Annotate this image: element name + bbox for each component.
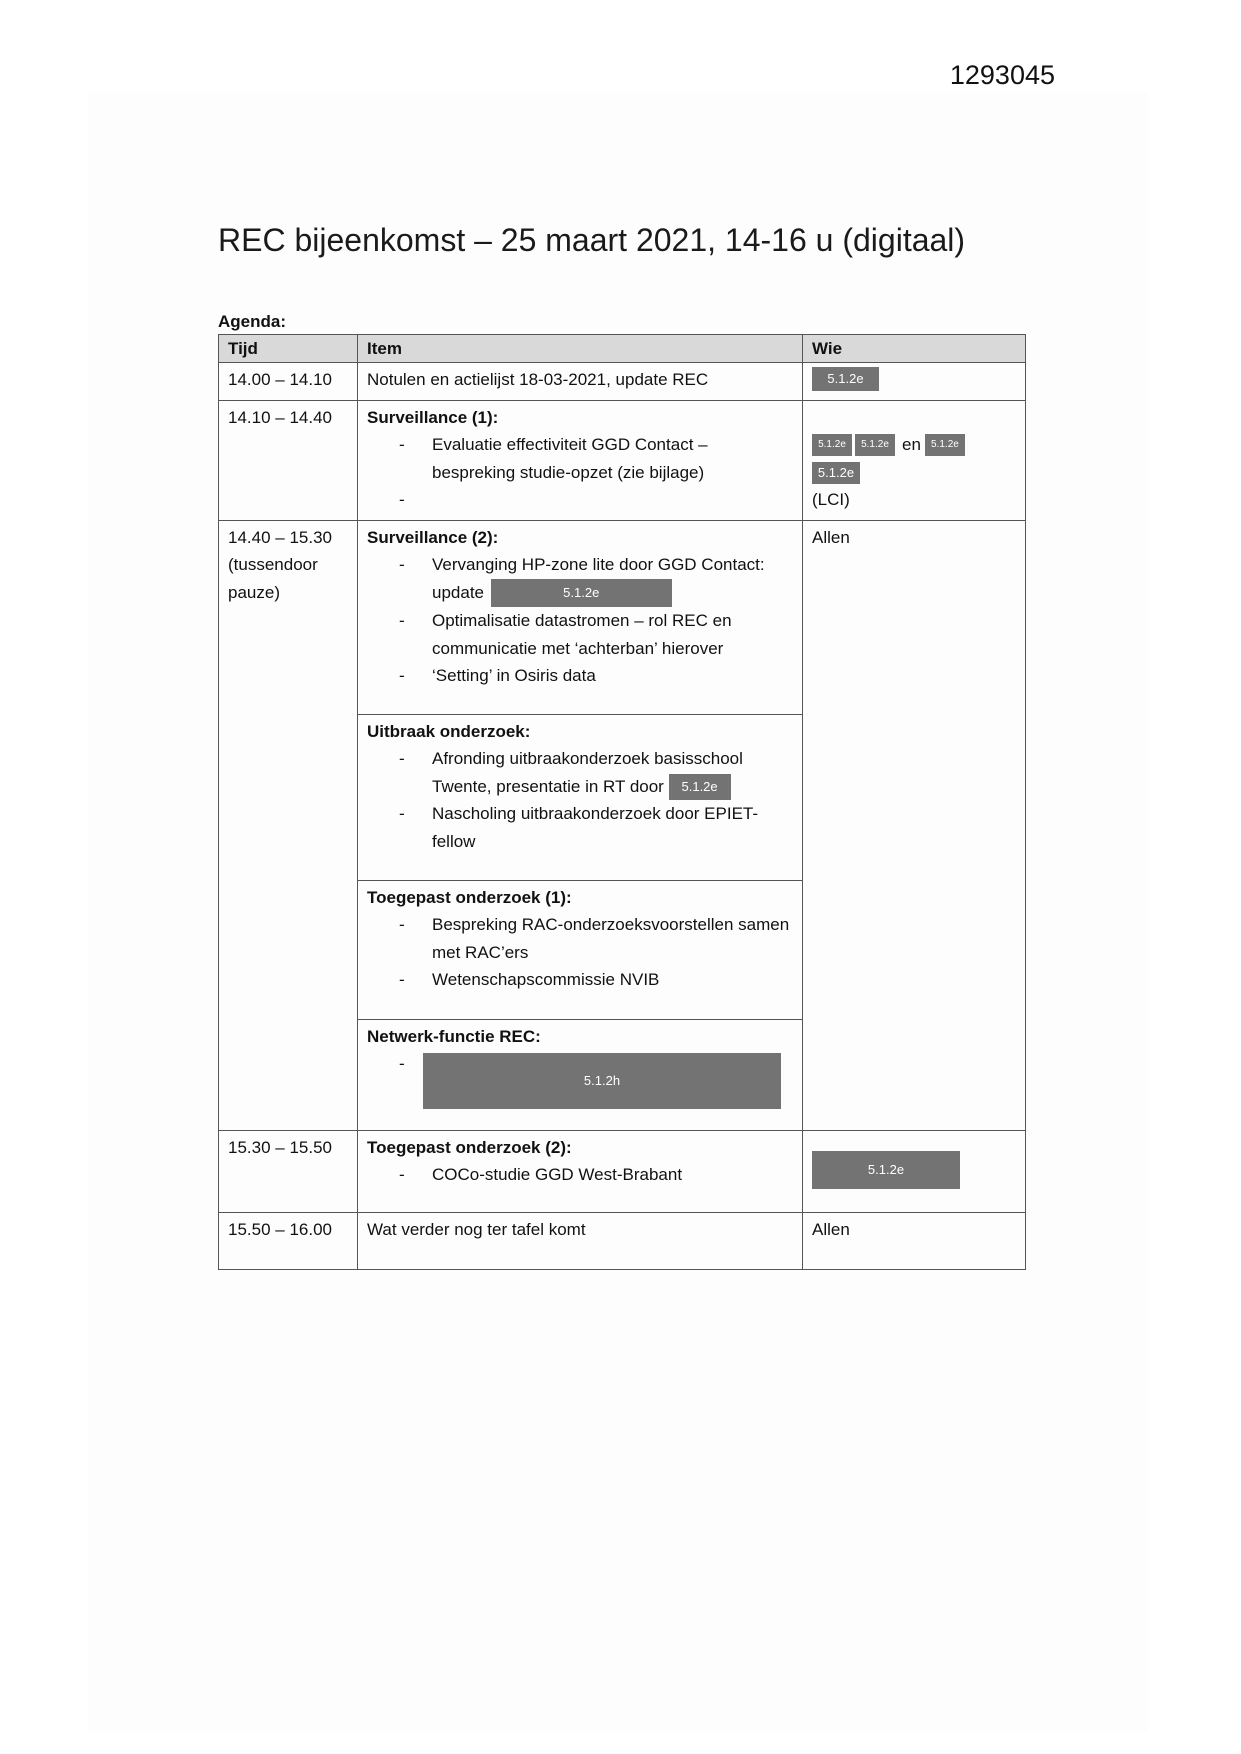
row-item [358, 520, 803, 714]
list-item-text: Vervanging HP-zone lite door GGD Contact: update [432, 555, 765, 602]
row-item [358, 1019, 803, 1130]
row-who [803, 1130, 1026, 1212]
document-number: 1293045 [949, 60, 1055, 90]
table-row [219, 1212, 1026, 1269]
header-item: Item [358, 335, 803, 363]
row-time: 15.30 – 15.50 [219, 1130, 358, 1212]
dash-mark: - [399, 1054, 405, 1073]
page-title: REC bijeenkomst – 25 maart 2021, 14-16 u (digitaal) [218, 222, 966, 258]
row-who [803, 400, 1026, 520]
who-redactions [812, 431, 1017, 486]
agenda-table [218, 334, 1026, 1270]
list-item-text: Afronding uitbraakonderzoek basisschool Twente, presentatie in RT door [432, 749, 743, 796]
row-time: 14.40 – 15.30 (tussendoor pauze) [219, 520, 358, 1130]
list-item [367, 911, 794, 966]
table-header-row [219, 335, 1026, 363]
section-title: Toegepast onderzoek (2): [367, 1137, 572, 1157]
list-item-text: Wetenschapscommissie NVIB [432, 970, 660, 989]
section-title: Surveillance (1): [367, 407, 499, 427]
list-item [367, 745, 794, 800]
row-item: Notulen en actielijst 18-03-2021, update REC [358, 363, 803, 401]
redaction-box: 5.1.2e [855, 434, 895, 456]
bullet-list [367, 911, 794, 994]
redaction-box: 5.1.2e [491, 579, 672, 607]
row-item: Wat verder nog ter tafel komt [358, 1212, 803, 1269]
list-item-text: Evaluatie effectiviteit GGD Contact – bespreking studie-opzet (zie bijlage) [432, 435, 708, 482]
redaction-box: 5.1.2e [812, 1151, 960, 1189]
row-time: 15.50 – 16.00 [219, 1212, 358, 1269]
bullet-list [367, 745, 794, 855]
section-title: Uitbraak onderzoek: [367, 721, 531, 741]
list-item-text: Nascholing uitbraakonderzoek door EPIET-fellow [432, 804, 759, 851]
header-time: Tijd [219, 335, 358, 363]
table-row [219, 400, 1026, 520]
redaction-box: 5.1.2h [423, 1053, 781, 1109]
row-item [358, 880, 803, 1019]
dash-mark: - [399, 749, 405, 768]
redaction-box: 5.1.2e [812, 434, 852, 456]
redacted-block [367, 1050, 794, 1110]
dash-mark: - [399, 1165, 405, 1184]
list-item [367, 662, 794, 690]
bullet-list [367, 431, 794, 514]
row-item [358, 714, 803, 880]
row-who [803, 363, 1026, 401]
list-item [367, 1161, 794, 1189]
table-row [219, 363, 1026, 401]
redaction-box: 5.1.2e [812, 462, 860, 484]
connector-text: en [902, 434, 921, 454]
row-item [358, 1130, 803, 1212]
bullet-list [367, 1161, 794, 1189]
list-item [367, 486, 794, 514]
row-item [358, 400, 803, 520]
dash-mark: - [399, 555, 405, 574]
redaction-box: 5.1.2e [812, 367, 879, 391]
list-item-text: Optimalisatie datastromen – rol REC en communicatie met ‘achterban’ hierover [432, 611, 732, 658]
redaction-box: 5.1.2e [925, 434, 965, 456]
list-item [367, 800, 794, 855]
row-time: 14.00 – 14.10 [219, 363, 358, 401]
list-item [367, 551, 794, 607]
agenda-label: Agenda: [218, 312, 286, 331]
dash-mark: - [399, 804, 405, 824]
redaction-box: 5.1.2e [669, 774, 731, 800]
row-who: Allen [803, 1212, 1026, 1269]
dash-mark: - [399, 970, 405, 989]
header-who: Wie [803, 335, 1026, 363]
who-suffix: (LCI) [812, 489, 850, 509]
table-row [219, 520, 1026, 714]
list-item [367, 607, 794, 662]
bullet-list [367, 551, 794, 690]
section-title: Netwerk-functie REC: [367, 1026, 541, 1046]
list-item-text: ‘Setting’ in Osiris data [432, 666, 596, 686]
dash-mark: - [399, 490, 405, 509]
list-item-text: Bespreking RAC-onderzoeksvoorstellen samen met RAC’ers [432, 915, 790, 962]
dash-mark: - [399, 666, 405, 686]
dash-mark: - [399, 915, 405, 934]
list-item-text: COCo-studie GGD West-Brabant [432, 1165, 683, 1184]
section-title: Surveillance (2): [367, 527, 499, 547]
section-title: Toegepast onderzoek (1): [367, 887, 572, 907]
dash-mark: - [399, 611, 405, 631]
row-time: 14.10 – 14.40 [219, 400, 358, 520]
list-item [367, 966, 794, 994]
dash-mark: - [399, 435, 405, 454]
table-row [219, 1130, 1026, 1212]
row-who: Allen [803, 520, 1026, 1130]
list-item [367, 431, 794, 486]
